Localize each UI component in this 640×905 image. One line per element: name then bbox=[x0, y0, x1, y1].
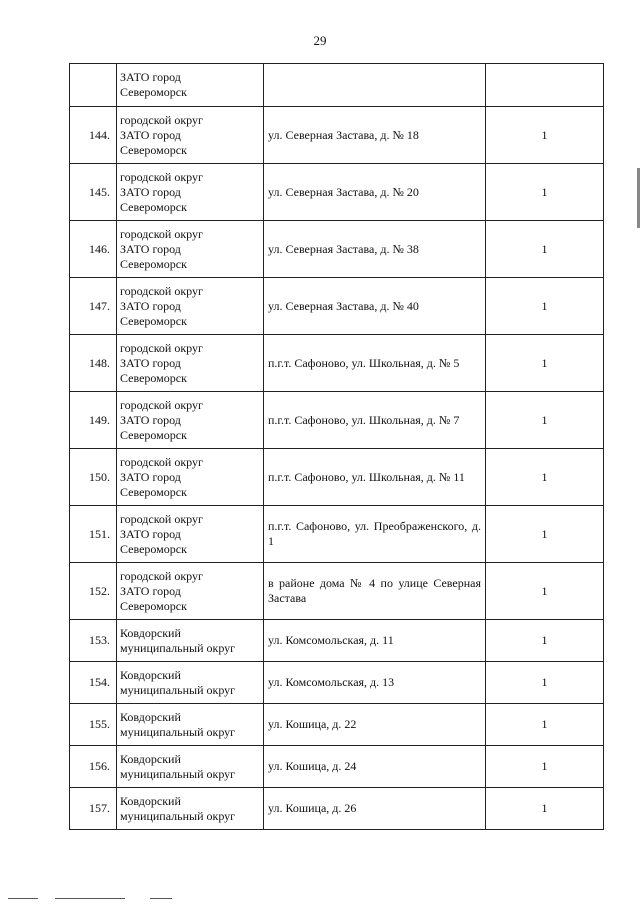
count-cell: 1 bbox=[486, 107, 604, 164]
municipality-cell: Ковдорский муниципальный округ bbox=[117, 746, 264, 788]
count-cell: 1 bbox=[486, 746, 604, 788]
table-row bbox=[70, 506, 604, 563]
table-row bbox=[70, 704, 604, 746]
municipality-cell: городской округ ЗАТО город Североморск bbox=[117, 107, 264, 164]
count-cell: 1 bbox=[486, 506, 604, 563]
municipality-cell: городской округ ЗАТО город Североморск bbox=[117, 449, 264, 506]
row-number: 145. bbox=[70, 164, 117, 221]
count-cell: 1 bbox=[486, 335, 604, 392]
address-cell: п.г.т. Сафоново, ул. Школьная, д. № 7 bbox=[264, 392, 486, 449]
row-number: 156. bbox=[70, 746, 117, 788]
address-cell: п.г.т. Сафоново, ул. Школьная, д. № 5 bbox=[264, 335, 486, 392]
count-cell: 1 bbox=[486, 449, 604, 506]
table-row bbox=[70, 64, 604, 107]
facilities-table bbox=[69, 63, 604, 830]
municipality-cell: городской округ ЗАТО город Североморск bbox=[117, 164, 264, 221]
count-cell: 1 bbox=[486, 704, 604, 746]
row-number: 150. bbox=[70, 449, 117, 506]
address-cell: ул. Кошица, д. 22 bbox=[264, 704, 486, 746]
table-row bbox=[70, 221, 604, 278]
row-number: 152. bbox=[70, 563, 117, 620]
scan-bottom-marks bbox=[0, 898, 200, 900]
municipality-cell: городской округ ЗАТО город Североморск bbox=[117, 335, 264, 392]
municipality-cell: городской округ ЗАТО город Североморск bbox=[117, 221, 264, 278]
address-cell: п.г.т. Сафоново, ул. Преображенского, д. 1 bbox=[264, 506, 486, 563]
table-row bbox=[70, 392, 604, 449]
count-cell: 1 bbox=[486, 278, 604, 335]
table-row bbox=[70, 335, 604, 392]
count-cell: 1 bbox=[486, 662, 604, 704]
municipality-cell: Ковдорский муниципальный округ bbox=[117, 788, 264, 830]
municipality-cell: Ковдорский муниципальный округ bbox=[117, 704, 264, 746]
row-number: 151. bbox=[70, 506, 117, 563]
row-number: 154. bbox=[70, 662, 117, 704]
row-number: 147. bbox=[70, 278, 117, 335]
row-number: 148. bbox=[70, 335, 117, 392]
page-number: 29 bbox=[313, 33, 327, 48]
municipality-cell: ЗАТО город Североморск bbox=[117, 64, 264, 107]
table-row bbox=[70, 662, 604, 704]
row-number: 149. bbox=[70, 392, 117, 449]
table-row bbox=[70, 788, 604, 830]
address-cell: ул. Комсомольская, д. 11 bbox=[264, 620, 486, 662]
row-number: 144. bbox=[70, 107, 117, 164]
address-cell: ул. Кошица, д. 26 bbox=[264, 788, 486, 830]
table-row bbox=[70, 620, 604, 662]
count-cell: 1 bbox=[486, 563, 604, 620]
count-cell: 1 bbox=[486, 620, 604, 662]
municipality-cell: городской округ ЗАТО город Североморск bbox=[117, 392, 264, 449]
count-cell: 1 bbox=[486, 392, 604, 449]
table-row bbox=[70, 278, 604, 335]
table-row bbox=[70, 164, 604, 221]
row-number: 146. bbox=[70, 221, 117, 278]
row-number: 153. bbox=[70, 620, 117, 662]
table-row bbox=[70, 449, 604, 506]
row-number: 155. bbox=[70, 704, 117, 746]
address-cell: ул. Кошица, д. 24 bbox=[264, 746, 486, 788]
municipality-cell: городской округ ЗАТО город Североморск bbox=[117, 506, 264, 563]
table-row bbox=[70, 107, 604, 164]
table-row bbox=[70, 746, 604, 788]
address-cell bbox=[264, 64, 486, 107]
count-cell: 1 bbox=[486, 164, 604, 221]
municipality-cell: Ковдорский муниципальный округ bbox=[117, 620, 264, 662]
municipality-cell: Ковдорский муниципальный округ bbox=[117, 662, 264, 704]
address-cell: п.г.т. Сафоново, ул. Школьная, д. № 11 bbox=[264, 449, 486, 506]
address-cell: ул. Комсомольская, д. 13 bbox=[264, 662, 486, 704]
address-cell: ул. Северная Застава, д. № 40 bbox=[264, 278, 486, 335]
municipality-cell: городской округ ЗАТО город Североморск bbox=[117, 563, 264, 620]
municipality-cell: городской округ ЗАТО город Североморск bbox=[117, 278, 264, 335]
count-cell bbox=[486, 64, 604, 107]
row-number: 157. bbox=[70, 788, 117, 830]
address-cell: ул. Северная Застава, д. № 38 bbox=[264, 221, 486, 278]
count-cell: 1 bbox=[486, 221, 604, 278]
address-cell: ул. Северная Застава, д. № 20 bbox=[264, 164, 486, 221]
count-cell: 1 bbox=[486, 788, 604, 830]
address-cell: в районе дома № 4 по улице Северная Застава bbox=[264, 563, 486, 620]
address-cell: ул. Северная Застава, д. № 18 bbox=[264, 107, 486, 164]
row-number bbox=[70, 64, 117, 107]
table-row bbox=[70, 563, 604, 620]
